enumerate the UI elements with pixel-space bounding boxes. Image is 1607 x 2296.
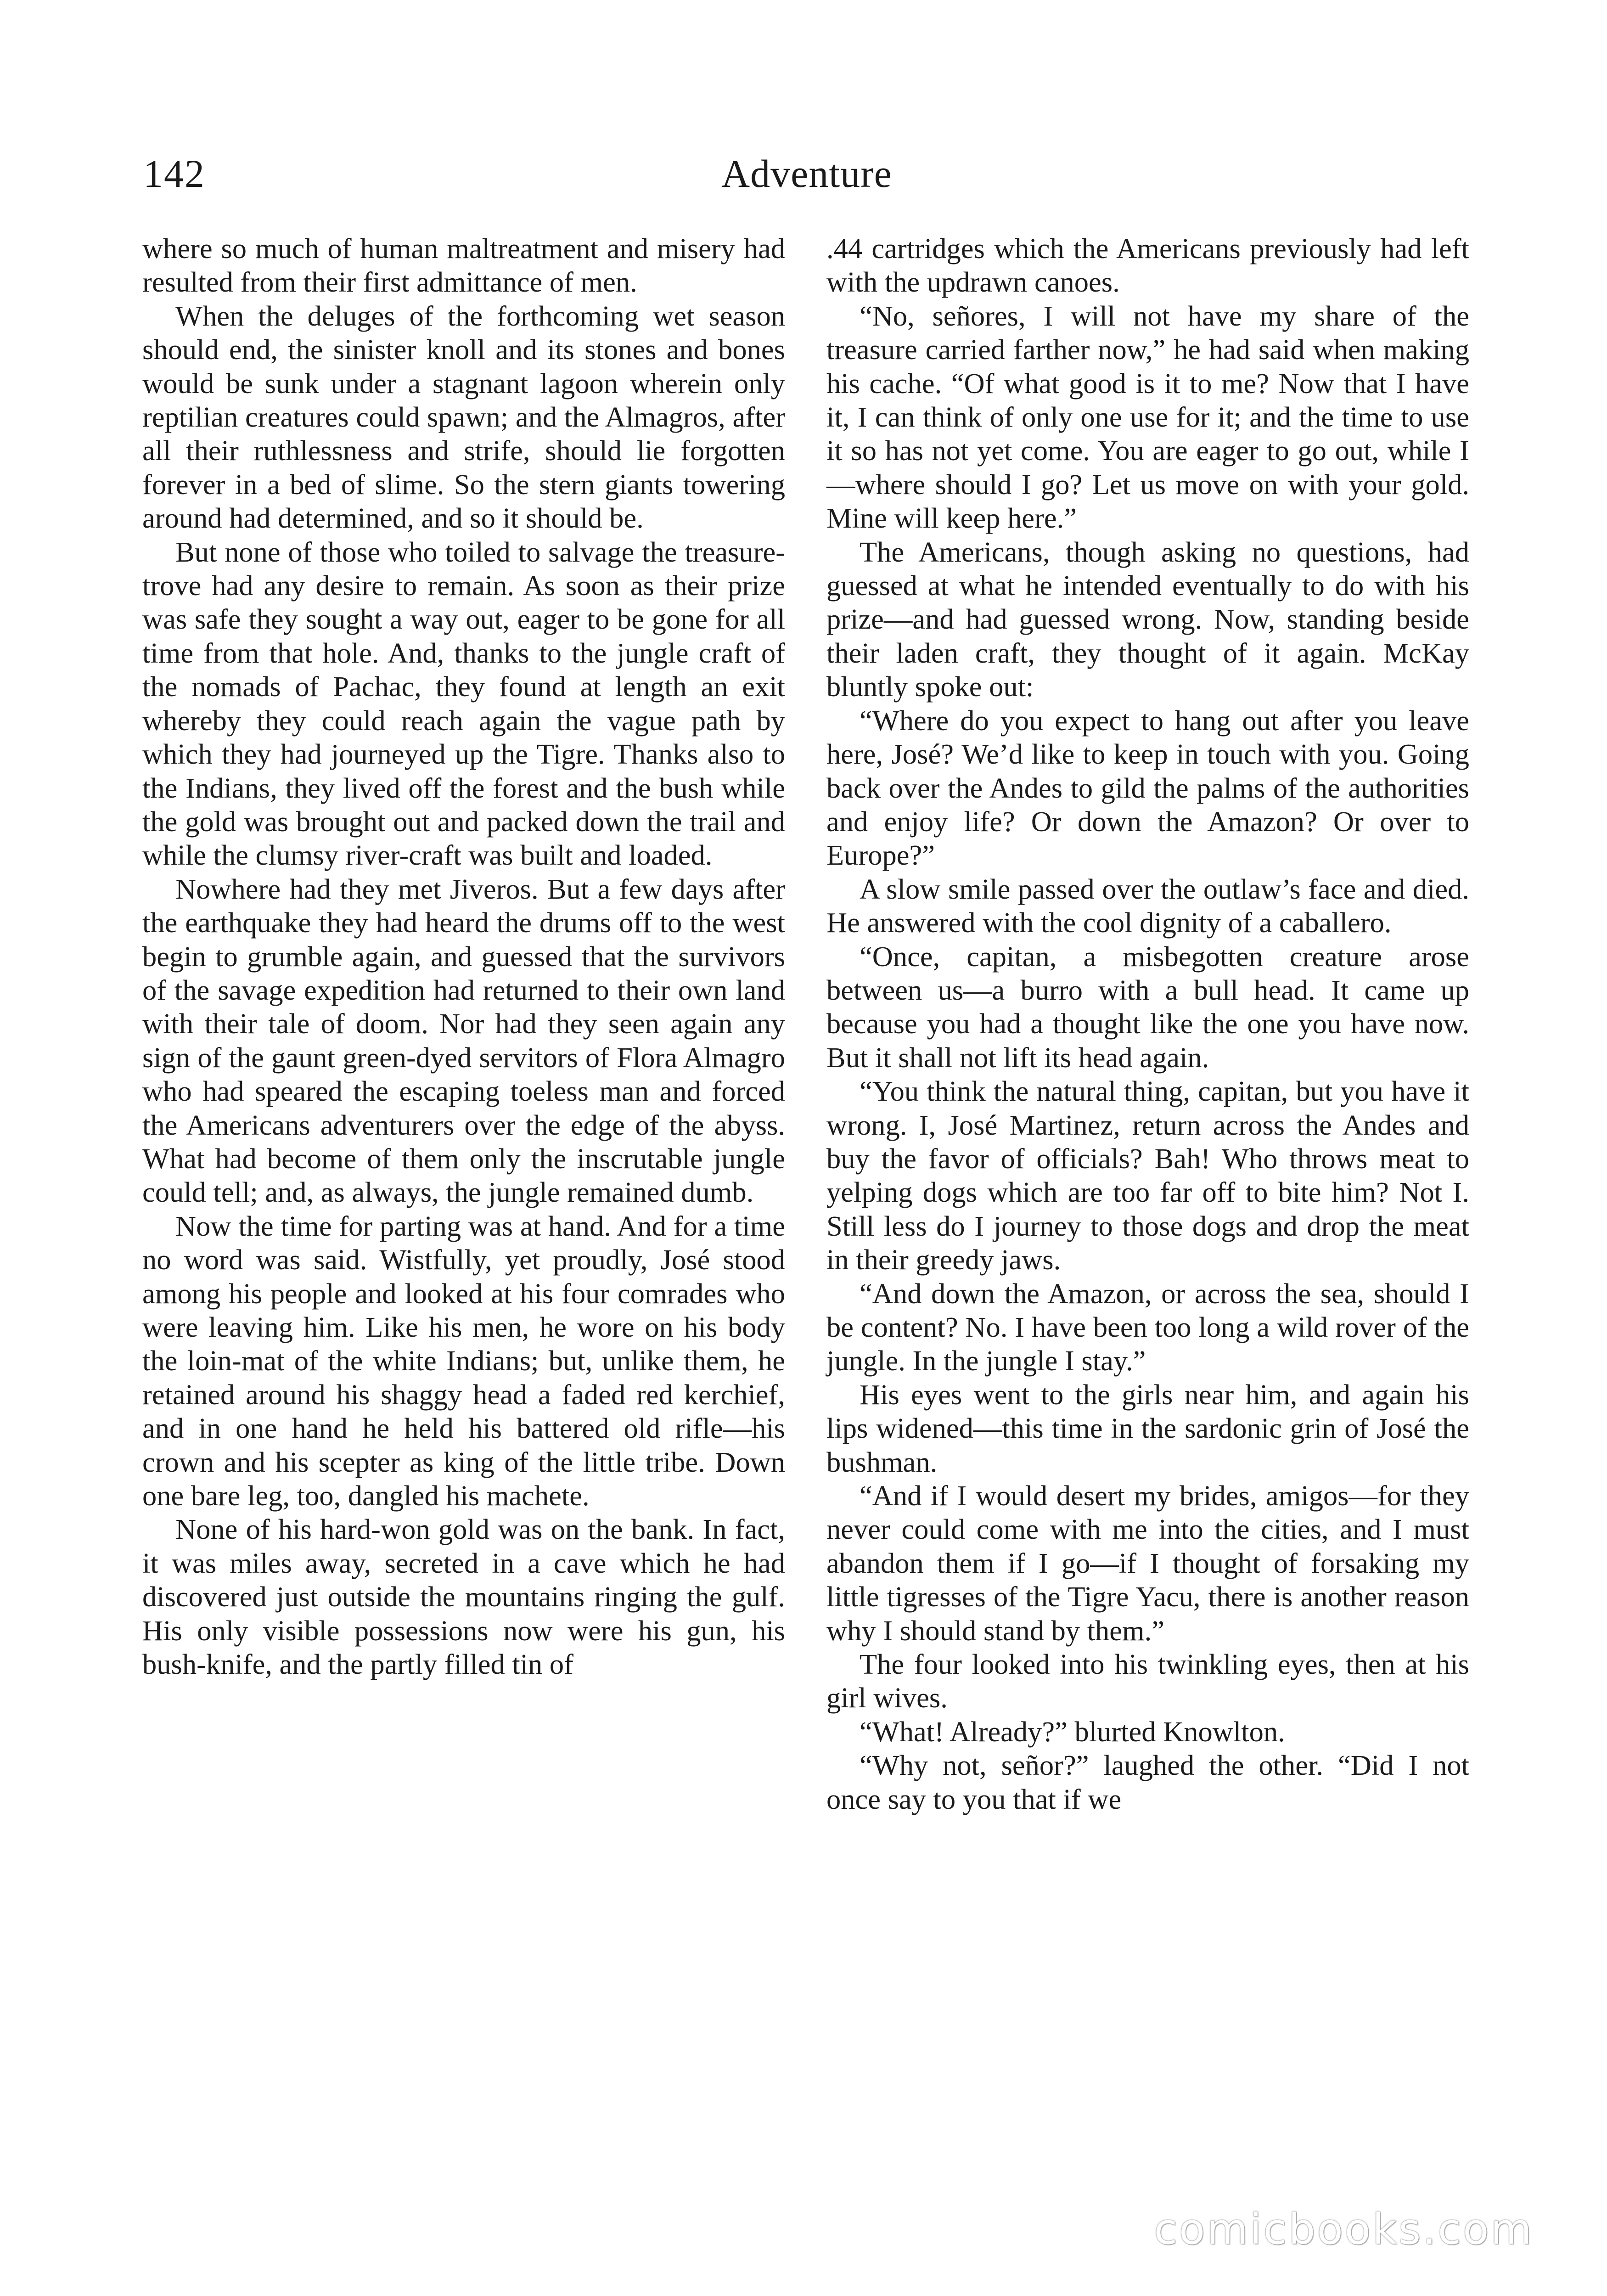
running-head: Adventure xyxy=(721,152,892,196)
paragraph: None of his hard-won gold was on the bank. In fact, it was miles away, secreted in a cave which he had discovered just outside the mountains ringing the gulf. His only visible possessions now were his gun, his bush-knife, and the partly filled tin of xyxy=(142,1513,785,1681)
paragraph: where so much of human maltreatment and misery had resulted from their first admittance of men. xyxy=(142,232,785,298)
paragraph: .44 cartridges which the Americans previously had left with the updrawn canoes. xyxy=(826,232,1469,298)
paragraph: A slow smile passed over the outlaw’s face and died. He answered with the cool dignity of a caballero. xyxy=(826,872,1469,939)
paragraph: But none of those who toiled to salvage the treasure-trove had any desire to remain. As soon as their prize was safe they sought a way out, eager to be gone for all time from that hole. And, thanks to the jungle craft of the nomads of Pachac, they found at length an exit whereby they could reach again the vague path by which they had journeyed up the Tigre. Thanks also to the Indians, they lived off the forest and the bush while the gold was brought out and packed down the trail and while the clumsy river-craft was built and loaded. xyxy=(142,535,785,872)
paragraph: The Americans, though asking no questions, had guessed at what he intended eventually to do with his prize—and had guessed wrong. Now, standing beside their laden craft, they thought of it again. McKay bluntly spoke out: xyxy=(826,535,1469,703)
paragraph: When the deluges of the forthcoming wet season should end, the sinister knoll and its stones and bones would be sunk under a stagnant lagoon wherein only reptilian creatures could spawn; and the Almagros, after all their ruthlessness and strife, should lie forgotten forever in a bed of slime. So the stern giants towering around had determined, and so it should be. xyxy=(142,299,785,535)
left-column xyxy=(142,232,785,1681)
paragraph: Nowhere had they met Jiveros. But a few days after the earthquake they had heard the drums off to the west begin to grumble again, and guessed that the survivors of the savage expedition had returned to their own land with their tale of doom. Nor had they seen again any sign of the gaunt green-dyed servitors of Flora Almagro who had speared the escaping toeless man and forced the Americans adventurers over the edge of the abyss. What had become of them only the inscrutable jungle could tell; and, as always, the jungle remained dumb. xyxy=(142,872,785,1209)
paragraph: “What! Already?” blurted Knowlton. xyxy=(860,1715,1285,1748)
paragraph: Now the time for parting was at hand. And for a time no word was said. Wistfully, yet proudly, José stood among his people and looked at his four comrades who were leaving him. Like his men, he wore on his body the loin-mat of the white Indians; but, unlike them, he retained around his shaggy head a faded red kerchief, and in one hand he held his battered old rifle—his crown and his scepter as king of the little tribe. Down one bare leg, too, dangled his machete. xyxy=(142,1210,785,1512)
paragraph: “Once, capitan, a misbegotten creature arose between us—a burro with a bull head. It came up because you had a thought like the one you have now. But it shall not lift its head again. xyxy=(826,940,1469,1074)
paragraph: “And if I would desert my brides, amigos—for they never could come with me into the cities, and I must abandon them if I go—if I thought of forsaking my little tigresses of the Tigre Yacu, there is another reason why I should stand by them.” xyxy=(826,1480,1469,1647)
paragraph: The four looked into his twinkling eyes, then at his girl wives. xyxy=(826,1648,1469,1714)
page-number: 142 xyxy=(143,152,205,196)
paragraph: “And down the Amazon, or across the sea, should I be content? No. I have been too long a wild rover of the jungle. In the jungle I stay.” xyxy=(826,1277,1469,1377)
site-watermark: comicbooks.com xyxy=(1154,2205,1534,2254)
paragraph: “You think the natural thing, capitan, but you have it wrong. I, José Martinez, return across the Andes and buy the favor of officials? Bah! Who throws meat to yelping dogs which are too far off to bite him? Not I. Still less do I journey to those dogs and drop the meat in their greedy jaws. xyxy=(826,1075,1469,1276)
paragraph: “No, señores, I will not have my share of the treasure carried farther now,” he had said when making his cache. “Of what good is it to me? Now that I have it, I can think of only one use for it; and the time to use it so has not yet come. You are eager to go out, while I—where should I go? Let us move on with your gold. Mine will keep here.” xyxy=(826,299,1469,535)
page-header xyxy=(143,146,1470,201)
paragraph: “Why not, señor?” laughed the other. “Did I not once say to you that if we xyxy=(826,1749,1469,1815)
right-column xyxy=(826,232,1469,1816)
paragraph: His eyes went to the girls near him, and again his lips widened—this time in the sardonic grin of José the bushman. xyxy=(826,1378,1469,1478)
paragraph: “Where do you expect to hang out after you leave here, José? We’d like to keep in touch with you. Going back over the Andes to gild the palms of the authorities and enjoy life? Or down the Amazon? Or over to Europe?” xyxy=(826,704,1469,872)
